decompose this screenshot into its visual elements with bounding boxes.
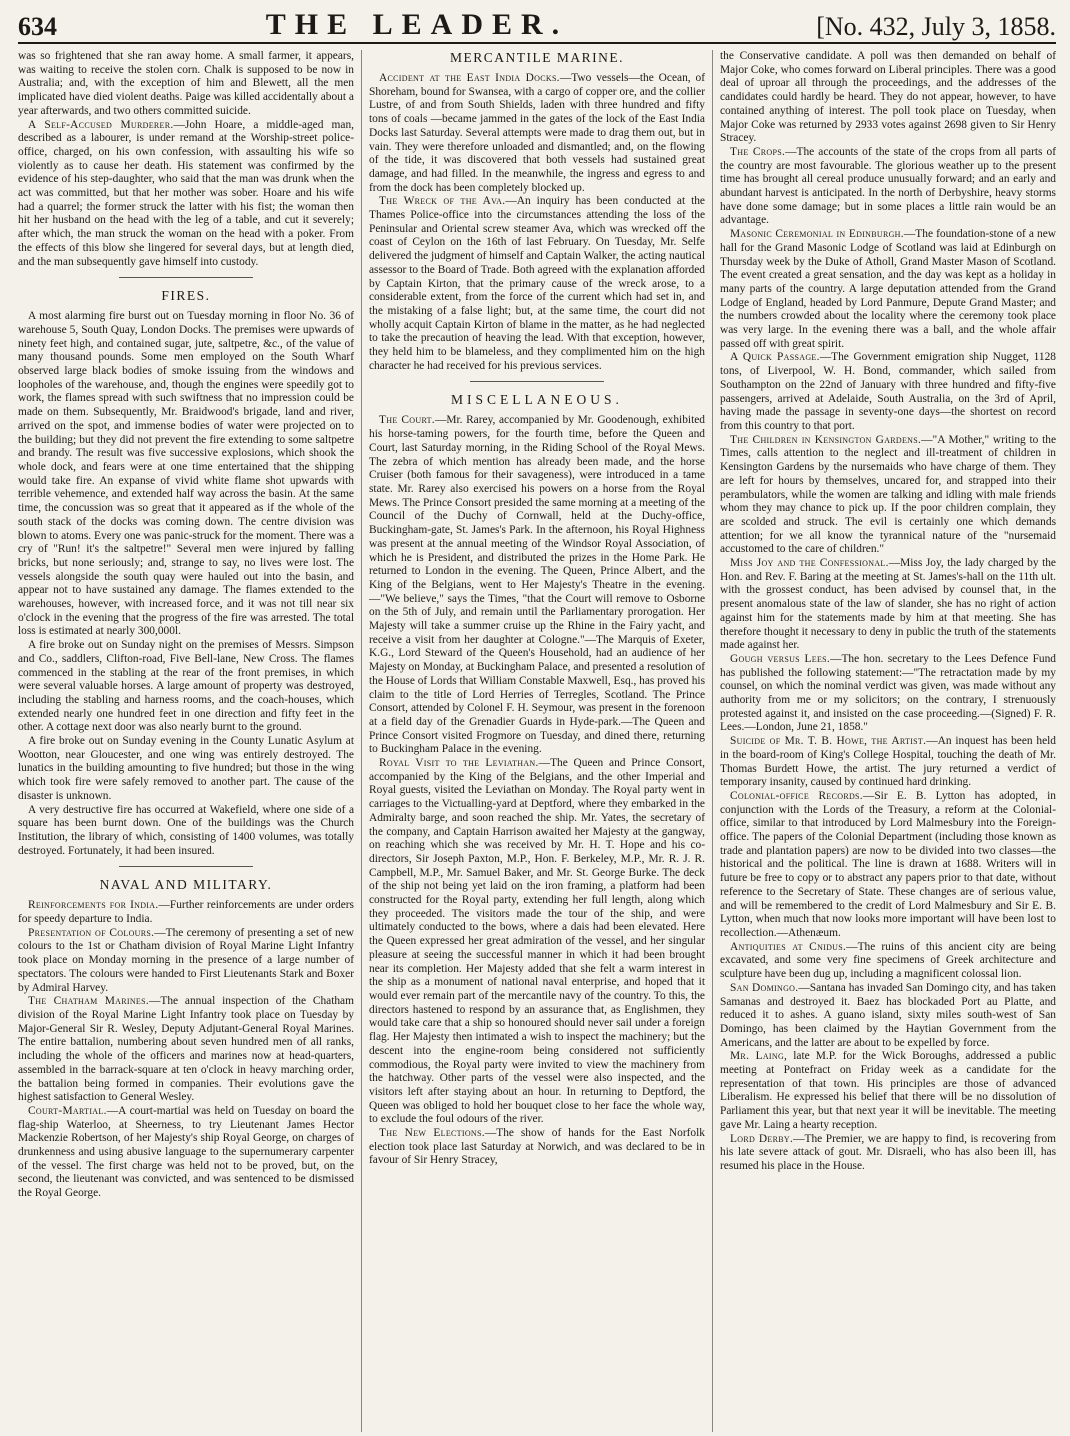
article-chatham-marines <box>18 995 354 1105</box>
article-lord-derby <box>720 1133 1056 1174</box>
article-lead: A Quick Passage. <box>730 351 820 364</box>
article-body: —An inquiry has been conducted at the Thames Police-office into the circumstances attending the loss of the Peninsular and Oriental screw steamer Ava, which was wrecked off the coast of Ceylon on the 16th of last February. On Tuesday, Mr. Selfe delivered the judgment of himself and Captain Walker, the acting nautical assessor to the Board of Trade. Both agreed with the explanation afforded by Captain Kirton, that the primary cause of the wreck arose, to a considerable extent, from the force of the current which had set in, and the mistaking of a false light; but, at the same time, the court did not wholly acquit Captain Kirton of blame in the matter, as he had neglected to take the precaution of heaving the lead. With that exception, however, they held him to be blameless, and they complimented him on the high character he had received for his previous services. <box>369 195 705 372</box>
article-mr-laing <box>720 1050 1056 1132</box>
section-heading-fires: FIRES. <box>161 288 211 304</box>
article-san-domingo <box>720 982 1056 1051</box>
article-body: —The show of hands for the East Norfolk election took place last Saturday at Norwich, and was declared to be in favour of Sir Henry Stracey, <box>369 1127 705 1167</box>
article-lead: Masonic Ceremonial in Edinburgh. <box>730 228 904 241</box>
section-divider <box>470 381 604 382</box>
article-lead: A Self-Accused Murderer. <box>28 118 174 131</box>
article-lead: The Court. <box>379 414 435 427</box>
article-fire-london-docks: A most alarming fire burst out on Tuesday morning in floor No. 36 of warehouse 5, South Quay, London Docks. The premises were upwards of ninety feet high, and contained sugar, jute, saltpetre, &c., of the value of many thousand pounds. Some men employed on the South Wharf observed large black bodies of smoke issuing from the windows and loopholes of the warehouse, and, though the engines were speedily got to work, the flames spread with such swiftness that no impression could be made on them. Subsequently, Mr. Braidwood's brigade, land and river, arrived on the spot, and immense bodies of water were projected on to the building; but they did not prevent the fire extending to some saltpetre and brandy. The result was five successive explosions, which shook the whole dock, and fears were at one time entertained that the shipping would take fire. An expanse of vivid white flame shot upwards with terrible vehemence, and extended half way across the basin. At the same time, the concussion was so great that it appeared as if the whole of the south stack of the docks was coming down. The centre division was blown to atoms. Every one was panic-struck for the moment. There was a cry of "Run! it's the saltpetre!" Several men were injured by falling bricks, but none seriously; and, strange to say, no lives were lost. The vessels alongside the south quay were hauled out into the basin, and appear not to have sustained any damage. The flames extended to the warehouses, however, with increased force, and it was not till near six o'clock in the evening that the progress of the fire was arrested. The total loss is estimated at nearly 300,000l. <box>18 310 354 638</box>
article-body: —The annual inspection of the Chatham division of the Royal Marine Light Infantry took place on Tuesday by Major-General Sir R. Wesley, Deputy Adjutant-General Royal Marines. The entire battalion, numbering about seven hundred men of all ranks, including the whole of the officers and marines now at head-quarters, assembled in the barrack-square at ten o'clock in heavy marching order, the battalion being formed in companies. Their evolutions gave the highest satisfaction to General Wesley. <box>18 995 354 1104</box>
article-lead: San Domingo. <box>730 981 799 994</box>
article-body: —The ceremony of presenting a set of new colours to the 1st or Chatham division of Royal Marine Light Infantry took place on Monday morning in the presence of a large number of spectators. The colours were handed to First Lieutenants Stark and Boxer by Admiral Harvey. <box>18 926 355 994</box>
article-gough-lees <box>720 653 1056 735</box>
article-lead: Gough versus Lees. <box>730 652 831 665</box>
issue-info: [No. 432, July 3, 1858. <box>816 12 1056 41</box>
section-divider <box>119 277 253 278</box>
page-number: 634 <box>18 12 57 41</box>
column-1 <box>18 50 361 1432</box>
article-body: —The hon. secretary to the Lees Defence Fund has published the following statement:—"The retractation made by my counsel, on which the nominal verdict was given, was made without any authority from me or my solicitors; on the contrary, I strenuously protested against it, and insisted on the case proceeding.—(Signed) F. R. Lees.—London, June 21, 1858." <box>720 652 1056 734</box>
article-body: —Santana has invaded San Domingo city, and has taken Samanas and destroyed it. Baez has blockaded Port au Platte, and reduced it to ashes. A guano island, sixty miles south-west of San Domingo, has been claimed by the Haytian Government from the Americans, and the latter are about to be expelled by force. <box>720 981 1056 1049</box>
article-suicide-howe <box>720 735 1056 790</box>
article-fire-asylum: A fire broke out on Sunday evening in the County Lunatic Asylum at Wootton, near Gloucester, and one wing was entirely destroyed. The lunatics in the building amounting to five hundred; but those in the wing which took fire were safely removed to another part. The cause of the disaster is unknown. <box>18 735 354 802</box>
article-lead: Reinforcements for India. <box>28 899 159 912</box>
article-quick-passage <box>720 351 1056 433</box>
article-lead: Lord Derby. <box>730 1132 794 1145</box>
article-body: —Further reinforcements are under orders for speedy departure to India. <box>18 899 354 926</box>
article-masonic <box>720 228 1056 351</box>
article-body: —A court-martial was held on Tuesday on board the flag-ship Waterloo, at Sheerness, to try Lieutenant James Hector Mackenzie Robertson, of her Majesty's ship Royal George, on charges of drunkenness and using abusive language to the supernumerary carpenter of the vessel. The first charge was held not to be proved, but, on the second, the lieutenant was convicted, and was sentenced to be dismissed the Royal George. <box>18 1104 354 1200</box>
article-cnidus <box>720 941 1056 982</box>
article-lead: Colonial-office Records. <box>730 789 863 802</box>
article-lead: Accident at the East India Docks. <box>379 72 560 84</box>
article-lead: The Crops. <box>730 145 786 158</box>
article-body: —Miss Joy, the lady charged by the Hon. and Rev. F. Baring at the meeting at St. James's-hall on the 11th ult. with the grossest conduct, has been advised by counsel that, in the present anomalous state of the law of slander, she has no right of action against him for the statements made by him at that meeting. She has therefore thought it necessary to deny in public the truth of the statements made against her. <box>720 557 1056 652</box>
article-continuation: the Conservative candidate. A poll was then demanded on behalf of Major Coke, who comes forward on Liberal principles. There was a good deal of uproar all through the proceedings, and the addresses of the candidates could hardly be heard. They do not appear, however, to have contained anything of interest. The poll took place on Tuesday, when Major Coke was returned by 2933 votes against 2698 given to Sir Henry Stracey. <box>720 50 1056 145</box>
article-lead: Court-Martial. <box>28 1104 107 1117</box>
columns <box>18 50 1056 1432</box>
article-fire-wakefield: A very destructive fire has occurred at Wakefield, where one side of a square has been burnt down. One of the buildings was the Church Institution, the library of which, consisting of 1400 volumes, was totally destroyed. Fortunately, it had been insured. <box>18 803 354 857</box>
column-2 <box>361 50 712 1432</box>
article-lead: Antiquities at Cnidus. <box>730 940 847 953</box>
article-body: —Sir E. B. Lytton has adopted, in conjunction with the Lords of the Treasury, a reform at the Colonial-office, similar to that introduced by Lord Malmesbury into the Foreign-office. The papers of the Colonial Department (including those known as trade and plantation papers) are now to be divided into two classes—the historical and the political. The line is drawn at 1688. Writers will in future be free to copy or to abstract any papers prior to that date, without reference to the Secretary of State. These changes are of serious value, and will be remembered to the credit of Lord Malmesbury and Sir E. B. Lytton, when much that now looks more important will have been lost to recollection.—Athenæum. <box>720 789 1056 939</box>
article-lead: Suicide of Mr. T. B. Howe, the Artist. <box>730 735 927 748</box>
article-body: late M.P. for the Wick Boroughs, addressed a public meeting at Pontefract on Friday week as a candidate for the representation of that town. His principles are those of advanced Liberalism. He expressed his belief that there will be no dissolution of Parliament this year, but that next year it will be inevitable. The meeting gave Mr. Laing a hearty reception. <box>720 1050 1056 1131</box>
section-heading-miscellaneous: MISCELLANEOUS. <box>451 392 623 408</box>
article-body: —The Queen and Prince Consort, accompanied by the King of the Belgians, and the other Imperial and Royal guests, visited the Leviathan on Monday. The Royal party went in carriages to the Victualling-yard at Deptford, where they embarked in the Admiralty barge, and soon reached the ship. Mr. Yates, the secretary of the company, and Captain Harrison awaited her Majesty at the gangway, on reaching which she was received by Mr. H. T. Hope and his co-directors, Sir Joseph Paxton, M.P., Hon. F. Berkeley, M.P., Mr. R. J. R. Campbell, M.P., Mr. Samuel Baker, and Mr. St. George Burke. The deck of the ship not being yet laid on the iron framing, a platform had been constructed for the Royal party, extending her full length, along which they proceeded. The visitors made the tour of the ship, and were ultimately conducted to the bows, where a dais had been elevated. Here the Queen expressed her great admiration of the vessel, and her singular pleasure at seeing the successful manner in which it had been brought near its completion. Her Majesty added that she felt a warm interest in the ship as a monument of national naval enterprise, and hoped that it would ever remain part of the mercantile navy of the country. To this, the directors hastened to respond by an assurance that, as Englishmen, they would take care that a ship so honoured should never sail under a foreign flag. Her Majesty then intimated a wish to inspect the machinery; but the descent into the engine-room being considered not sufficiently commodious, the Royal party were invited to view the machinery from the hatchway. Other parts of the vessel were also inspected, and the visitors left after staying about an hour. In returning to Deptford, the Queen was obliged to hold her bouquet close to her face the whole way, to exclude the foul odours of the river. <box>369 757 705 1126</box>
article-kensington-gardens <box>720 434 1056 557</box>
article-body: —The foundation-stone of a new hall for the Grand Masonic Lodge of Scotland was laid at Edinburgh on Thursday week by the Duke of Atholl, Grand Master Mason of Scotland. The event created a great sensation, and the day was kept as a holiday in many parts of the country. A large deputation attended from the Grand Lodge of England, headed by Lord Panmure, Depute Grand Master; and the numbers crowded about the locality where the ceremony took place was very large. In the evening there was a ball, and the whole affair passed off with great spirit. <box>720 228 1056 350</box>
article-fire-new-cross: A fire broke out on Sunday night on the premises of Messrs. Simpson and Co., saddlers, Clifton-road, Five Bell-lane, New Cross. The flames commenced in the stabling at the rear of the front premises, in which were several valuable horses. A large amount of property was destroyed, including the stabling and harness rooms, and the coach-houses, which extended nearly one hundred feet in one direction and fifty feet in the other. A cottage next door was also nearly burnt to the ground. <box>18 639 354 734</box>
article-lead: The Chatham Marines. <box>28 995 149 1008</box>
article-leviathan <box>369 757 705 1127</box>
article-new-elections <box>369 1127 705 1168</box>
article-the-court <box>369 414 705 757</box>
article-lead: The Children in Kensington Gardens. <box>730 433 922 446</box>
article-lead: Miss Joy and the Confessional. <box>730 557 889 570</box>
article-body: —John Hoare, a middle-aged man, described as a labourer, is under remand at the Worship-street police-office, charged, on his own confession, with assaulting his wife so violently as to cause her death. His statement was confirmed by the evidence of his step-daughter, who said that the man was drunk when the act was committed, but that her mother was sober. Hoare and his wife had a quarrel; the former struck the latter with his fist; the woman then hit her husband on the head with the leg of a table, and cut it severely; after which, the man struck the woman on the head with a poker. From the effects of this blow she lingered for several days, but at length died, and the man subsequently gave himself into custody. <box>18 118 355 268</box>
article-body: —The accounts of the state of the crops from all parts of the country are most favourable. The glorious weather up to the present time has brought all cereal produce unusually forward; and an early and abundant harvest is anticipated. In the north of Derbyshire, heavy storms have done some damage; but in some places a little rain would be an advantage. <box>720 145 1056 227</box>
article-presentation-colours <box>18 927 354 996</box>
section-heading-naval: NAVAL AND MILITARY. <box>99 877 273 893</box>
masthead <box>18 8 1056 44</box>
article-continuation: was so frightened that she ran away home. A small farmer, it appears, was waiting to receive the stolen corn. Chalk is supposed to be now in Australia; and, with the exception of him and Blewett, all the men implicated have died violent deaths. Paige was killed accidentally about a year afterwards, and two others committed suicide. <box>18 50 354 117</box>
article-body: —The Premier, we are happy to find, is recovering from his late severe attack of gout. Mr. Disraeli, who has also been ill, has resumed his place in the House. <box>720 1132 1056 1172</box>
article-body: —"A Mother," writing to the Times, calls attention to the neglect and ill-treatment of children in Kensington Gardens by the nursemaids who have charge of them. They are left for hours by themselves, uncared for, and strapped into their perambulators, while the women are talking and idling with male friends whom they may chance to pick up. If the poor children complain, they are scolded and struck. The evil is certainly one which demands attention; for we all know the tyrannical nature of the "nursemaid accustomed to the care of children." <box>720 433 1056 556</box>
section-heading-mercantile: MERCANTILE MARINE. <box>450 50 624 65</box>
article-crops <box>720 146 1056 228</box>
article-body: —Two vessels—the Ocean, of Shoreham, bound for Swansea, with a cargo of copper ore, and the collier Lustre, of and from South Shields, laden with three hundred and fifty tons of coals —became jammed in the gates of the lock of the East India Docks last Saturday. Several attempts were made to drag them out, but in vain. They were therefore unloaded and dismantled; and, on the flowing of the tide, it was discovered that both vessels had sustained great damage, and had filled. In the meanwhile, the ingress and egress to and from the dock has been completely blocked up. <box>369 72 705 194</box>
section-divider <box>119 866 253 867</box>
article-body: —An inquest has been held in the board-room of King's College Hospital, touching the death of Mr. Thomas Burdett Howe, the artist. The jury returned a verdict of temporary insanity, caused by continued hard drinking. <box>720 735 1056 789</box>
article-body: —Mr. Rarey, accompanied by Mr. Goodenough, exhibited his horse-taming powers, for the fourth time, before the Queen and Court, last Saturday morning, in the Riding School of the Royal Mews. The zebra of which mention has already been made, and the horse Cruiser (both famous for their savageness), were introduced in a tame state. Mr. Rarey also exercised his powers on a horse from the Royal Mews. The Prince Consort presided the same morning at a meeting of the Council of the Duchy of Cornwall, held at the Duchy-office, Buckingham-gate, St. James's Park. In the afternoon, his Royal Highness was present at the annual meeting of the Windsor Royal Association, of which he is President, and distributed the prizes in the Home Park. He returned to London in the evening. The Queen, Prince Albert, and the King of the Belgians, went to Her Majesty's Theatre in the evening.—"We believe," says the Times, "that the Court will remove to Osborne on the 5th of July, and remain until the Parliamentary prorogation. Her Majesty will take a summer cruise up the Rhine in the Fairy yacht, and receive a visit from her daughter at Cologne."—The Marquis of Exeter, K.G., Lord Steward of the Queen's Household, had an audience of her Majesty on Monday, at Buckingham Palace, and presented a resolution of the House of Lords that William Constable Maxwell, Esq., has proved his claim to the title of Lord Herries of Terregles, Scotland. The Prince Consort, attended by Colonel F. H. Seymour, was present in the forenoon at a field day of the Grenadier Guards in Hyde-park.—The Queen and Prince Consort visited Frogmore on Tuesday, and dined there, returning to Buckingham Palace in the evening. <box>369 414 705 756</box>
article-lead: Royal Visit to the Leviathan. <box>379 757 539 770</box>
article-lead: The Wreck of the Ava. <box>379 195 506 208</box>
article-reinforcements <box>18 899 354 926</box>
article-self-accused-murderer <box>18 119 354 270</box>
article-court-martial <box>18 1105 354 1201</box>
article-east-india-docks <box>369 72 705 195</box>
article-wreck-ava <box>369 195 705 373</box>
article-lead: Presentation of Colours. <box>28 926 155 939</box>
article-lead: The New Elections. <box>379 1127 485 1140</box>
article-miss-joy <box>720 557 1056 653</box>
article-lead: Mr. Laing, <box>730 1050 788 1063</box>
article-body: —The Government emigration ship Nugget, 1128 tons, of Liverpool, W. H. Bond, commander, which sailed from Southampton on the 22nd of January with three hundred and fifty-five passengers, arrived at Adelaide, South Australia, on the 3rd of April, having made the passage in seventy-one days—the shortest on record from this country to that port. <box>720 351 1056 432</box>
article-body: —The ruins of this ancient city are being excavated, and some very fine specimens of Greek architecture and sculpture have been dug up, including a magnificent colossal lion. <box>720 940 1056 981</box>
column-3 <box>712 50 1056 1432</box>
article-colonial-office <box>720 790 1056 941</box>
newspaper-title: THE LEADER. <box>265 8 569 41</box>
